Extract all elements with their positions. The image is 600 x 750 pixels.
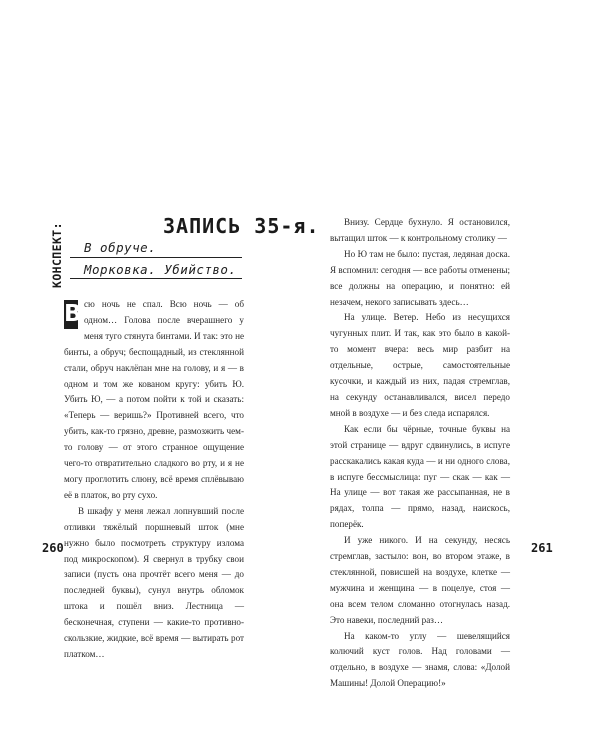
left-paragraph-2: В шкафу у меня лежал лопнувший после отливки тяжёлый поршневый шток (мне нужно было посмотреть структуру излома под микроскопом). Я свернул в трубку свои записи (пусть она прочтёт всего меня — до последней буквы), сунул внутрь обломок штока и пошёл вниз. Лестница — бесконечная, ступени — какие-то противно-скользкие, жидкие, всё время — вытирать рот платком… [64, 505, 244, 659]
page-number-right: 261 [531, 541, 553, 555]
right-paragraph-2: Но Ю там не было: пустая, ледяная доска. Я вспомнил: сегодня — все работы отменены; все должны на операцию, и понятно: ей незачем, некого записывать здесь… [330, 248, 510, 307]
page-number-left: 260 [42, 541, 64, 555]
entry-title: ЗАПИСЬ 35-я. [163, 214, 320, 238]
summary-line-1: В обруче. [84, 240, 157, 255]
konspekt-label: КОНСПЕКТ: [50, 222, 64, 288]
left-paragraph-1-text: сю ночь не спал. Всю ночь — об одном… Голова после вчерашнего у меня туго стянута бинтами. И так: это не бинты, а обруч; беспощадный, из стеклянной стали, обруч наклёпан мне на голову, и я — в одном и том же кованом кругу: убить Ю. Убить Ю, — а потом пойти к той и сказать: «Теперь — веришь?» Противней всего, что убить, как-то грязно, древне, размозжить чем-то голову — от этого странное ощущение чего-то отвратительно сладкого во рту, и я не могу проглотить слюну, всё время сплёвываю её в платок, во рту сухо. [64, 299, 244, 500]
right-page-body [330, 215, 510, 692]
right-paragraph-1: Внизу. Сердце бухнуло. Я остановился, вытащил шток — к контрольному столику — [330, 217, 510, 243]
right-paragraph-4: Как если бы чёрные, точные буквы на этой странице — вдруг сдвинулись, в испуге расскакались какая куда — и ни одного слова, в испуге бессмыслица: пуг — скак — как — На улице — вот такая же рассыпанная, не в рядах, толпа — прямо, назад, наискось, поперёк. [330, 423, 510, 530]
right-paragraph-6: На каком-то углу — шевелящийся колючий куст голов. Над головами — отдельно, в воздухе — знамя, слова: «Долой Машины! Долой Операцию!» [330, 630, 510, 689]
summary-line-2: Морковка. Убийство. [84, 262, 237, 277]
drop-cap: В [64, 301, 82, 327]
right-paragraph-5: И уже никого. И на секунду, несясь стремглав, застыло: вон, во втором этаже, в стеклянной, повисшей на воздухе, клетке — мужчина и женщина — в поцелуе, стоя — она всем телом сломанно отогнулась назад. Это навеки, последний раз… [330, 535, 510, 625]
right-paragraph-3: На улице. Ветер. Небо из несущихся чугунных плит. И так, как это было в какой-то момент вчера: весь мир разбит на отдельные, острые, самостоятельные кусочки, и каждый из них, падая стремглав, на секунду останавливался, висел передо мной в воздухе — и без следа испарялся. [330, 312, 510, 418]
